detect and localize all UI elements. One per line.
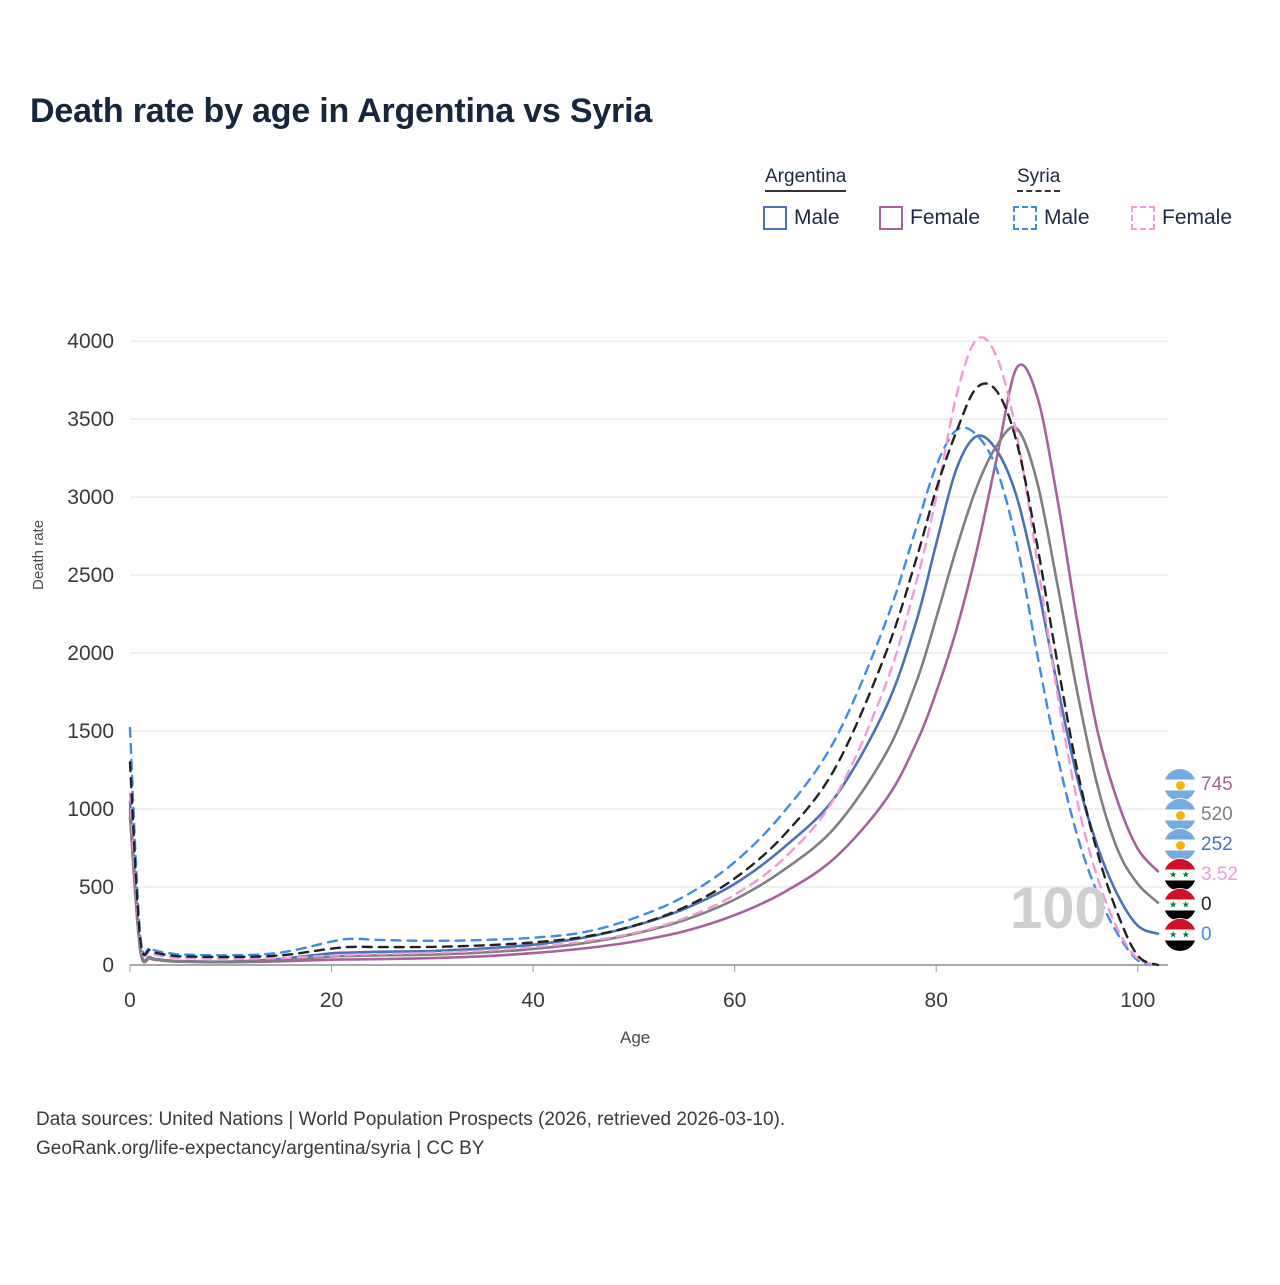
svg-text:0: 0 bbox=[102, 954, 114, 977]
argentina-flag-icon bbox=[1164, 799, 1196, 831]
svg-text:2500: 2500 bbox=[67, 564, 114, 588]
svg-text:80: 80 bbox=[924, 989, 948, 1012]
watermark: 100 bbox=[1010, 876, 1107, 941]
svg-text:1000: 1000 bbox=[67, 798, 114, 822]
legend-group-argentina-label: Argentina bbox=[765, 166, 846, 192]
svg-text:2000: 2000 bbox=[67, 642, 114, 666]
y-axis-title: Death rate bbox=[30, 519, 47, 590]
y-tick-labels bbox=[67, 330, 114, 977]
svg-text:20: 20 bbox=[319, 989, 344, 1012]
svg-text:1500: 1500 bbox=[67, 720, 114, 744]
svg-text:100: 100 bbox=[1120, 989, 1156, 1012]
svg-text:60: 60 bbox=[722, 989, 747, 1012]
gridlines bbox=[130, 341, 1168, 965]
end-label-row bbox=[1164, 770, 1280, 800]
legend-item-label: Female bbox=[1162, 206, 1233, 229]
syria-flag-icon bbox=[1164, 859, 1196, 891]
axis-lines bbox=[130, 965, 1168, 972]
svg-text:40: 40 bbox=[521, 989, 545, 1012]
footer bbox=[36, 1105, 785, 1164]
footer-line-1: Data sources: United Nations | World Population Prospects (2026, retrieved 2026-03-10). bbox=[36, 1109, 786, 1130]
series-line bbox=[130, 436, 1158, 962]
svg-text:3000: 3000 bbox=[67, 486, 114, 510]
footer-line-2: GeoRank.org/life-expectancy/argentina/syria | CC BY bbox=[36, 1138, 485, 1160]
legend-item-label: Male bbox=[1044, 206, 1090, 229]
svg-text:4000: 4000 bbox=[67, 330, 114, 354]
end-label-value: 0 bbox=[1201, 894, 1212, 915]
page-title: Death rate by age in Argentina vs Syria bbox=[30, 92, 653, 130]
end-label-value: 252 bbox=[1201, 834, 1233, 855]
series-line bbox=[130, 427, 1158, 962]
end-label-row bbox=[1164, 920, 1280, 950]
syria-flag-icon bbox=[1164, 889, 1196, 921]
end-label-row bbox=[1164, 890, 1280, 920]
series-line bbox=[130, 337, 1158, 964]
series-lines bbox=[130, 337, 1158, 965]
series-line bbox=[130, 428, 1158, 965]
svg-text:3500: 3500 bbox=[67, 408, 114, 432]
legend-group-syria-label: Syria bbox=[1017, 166, 1060, 192]
end-label-value: 745 bbox=[1201, 774, 1233, 795]
end-label-row bbox=[1164, 830, 1280, 860]
x-tick-labels bbox=[124, 989, 1155, 1012]
end-label-value: 0 bbox=[1201, 924, 1212, 945]
legend-item-label: Male bbox=[794, 206, 840, 229]
end-label-row bbox=[1164, 800, 1280, 830]
series-line bbox=[130, 365, 1158, 963]
end-label-row bbox=[1164, 860, 1280, 890]
svg-text:500: 500 bbox=[78, 876, 114, 900]
argentina-flag-icon bbox=[1164, 829, 1196, 861]
x-axis-title: Age bbox=[620, 1028, 651, 1047]
argentina-flag-icon bbox=[1164, 769, 1196, 801]
syria-flag-icon bbox=[1164, 919, 1196, 951]
series-line bbox=[130, 383, 1158, 965]
end-label-value: 3.52 bbox=[1201, 864, 1238, 885]
svg-text:0: 0 bbox=[124, 989, 136, 1012]
end-label-value: 520 bbox=[1201, 804, 1233, 825]
series-end-labels bbox=[1164, 770, 1280, 950]
legend-item-label: Female bbox=[910, 206, 981, 229]
